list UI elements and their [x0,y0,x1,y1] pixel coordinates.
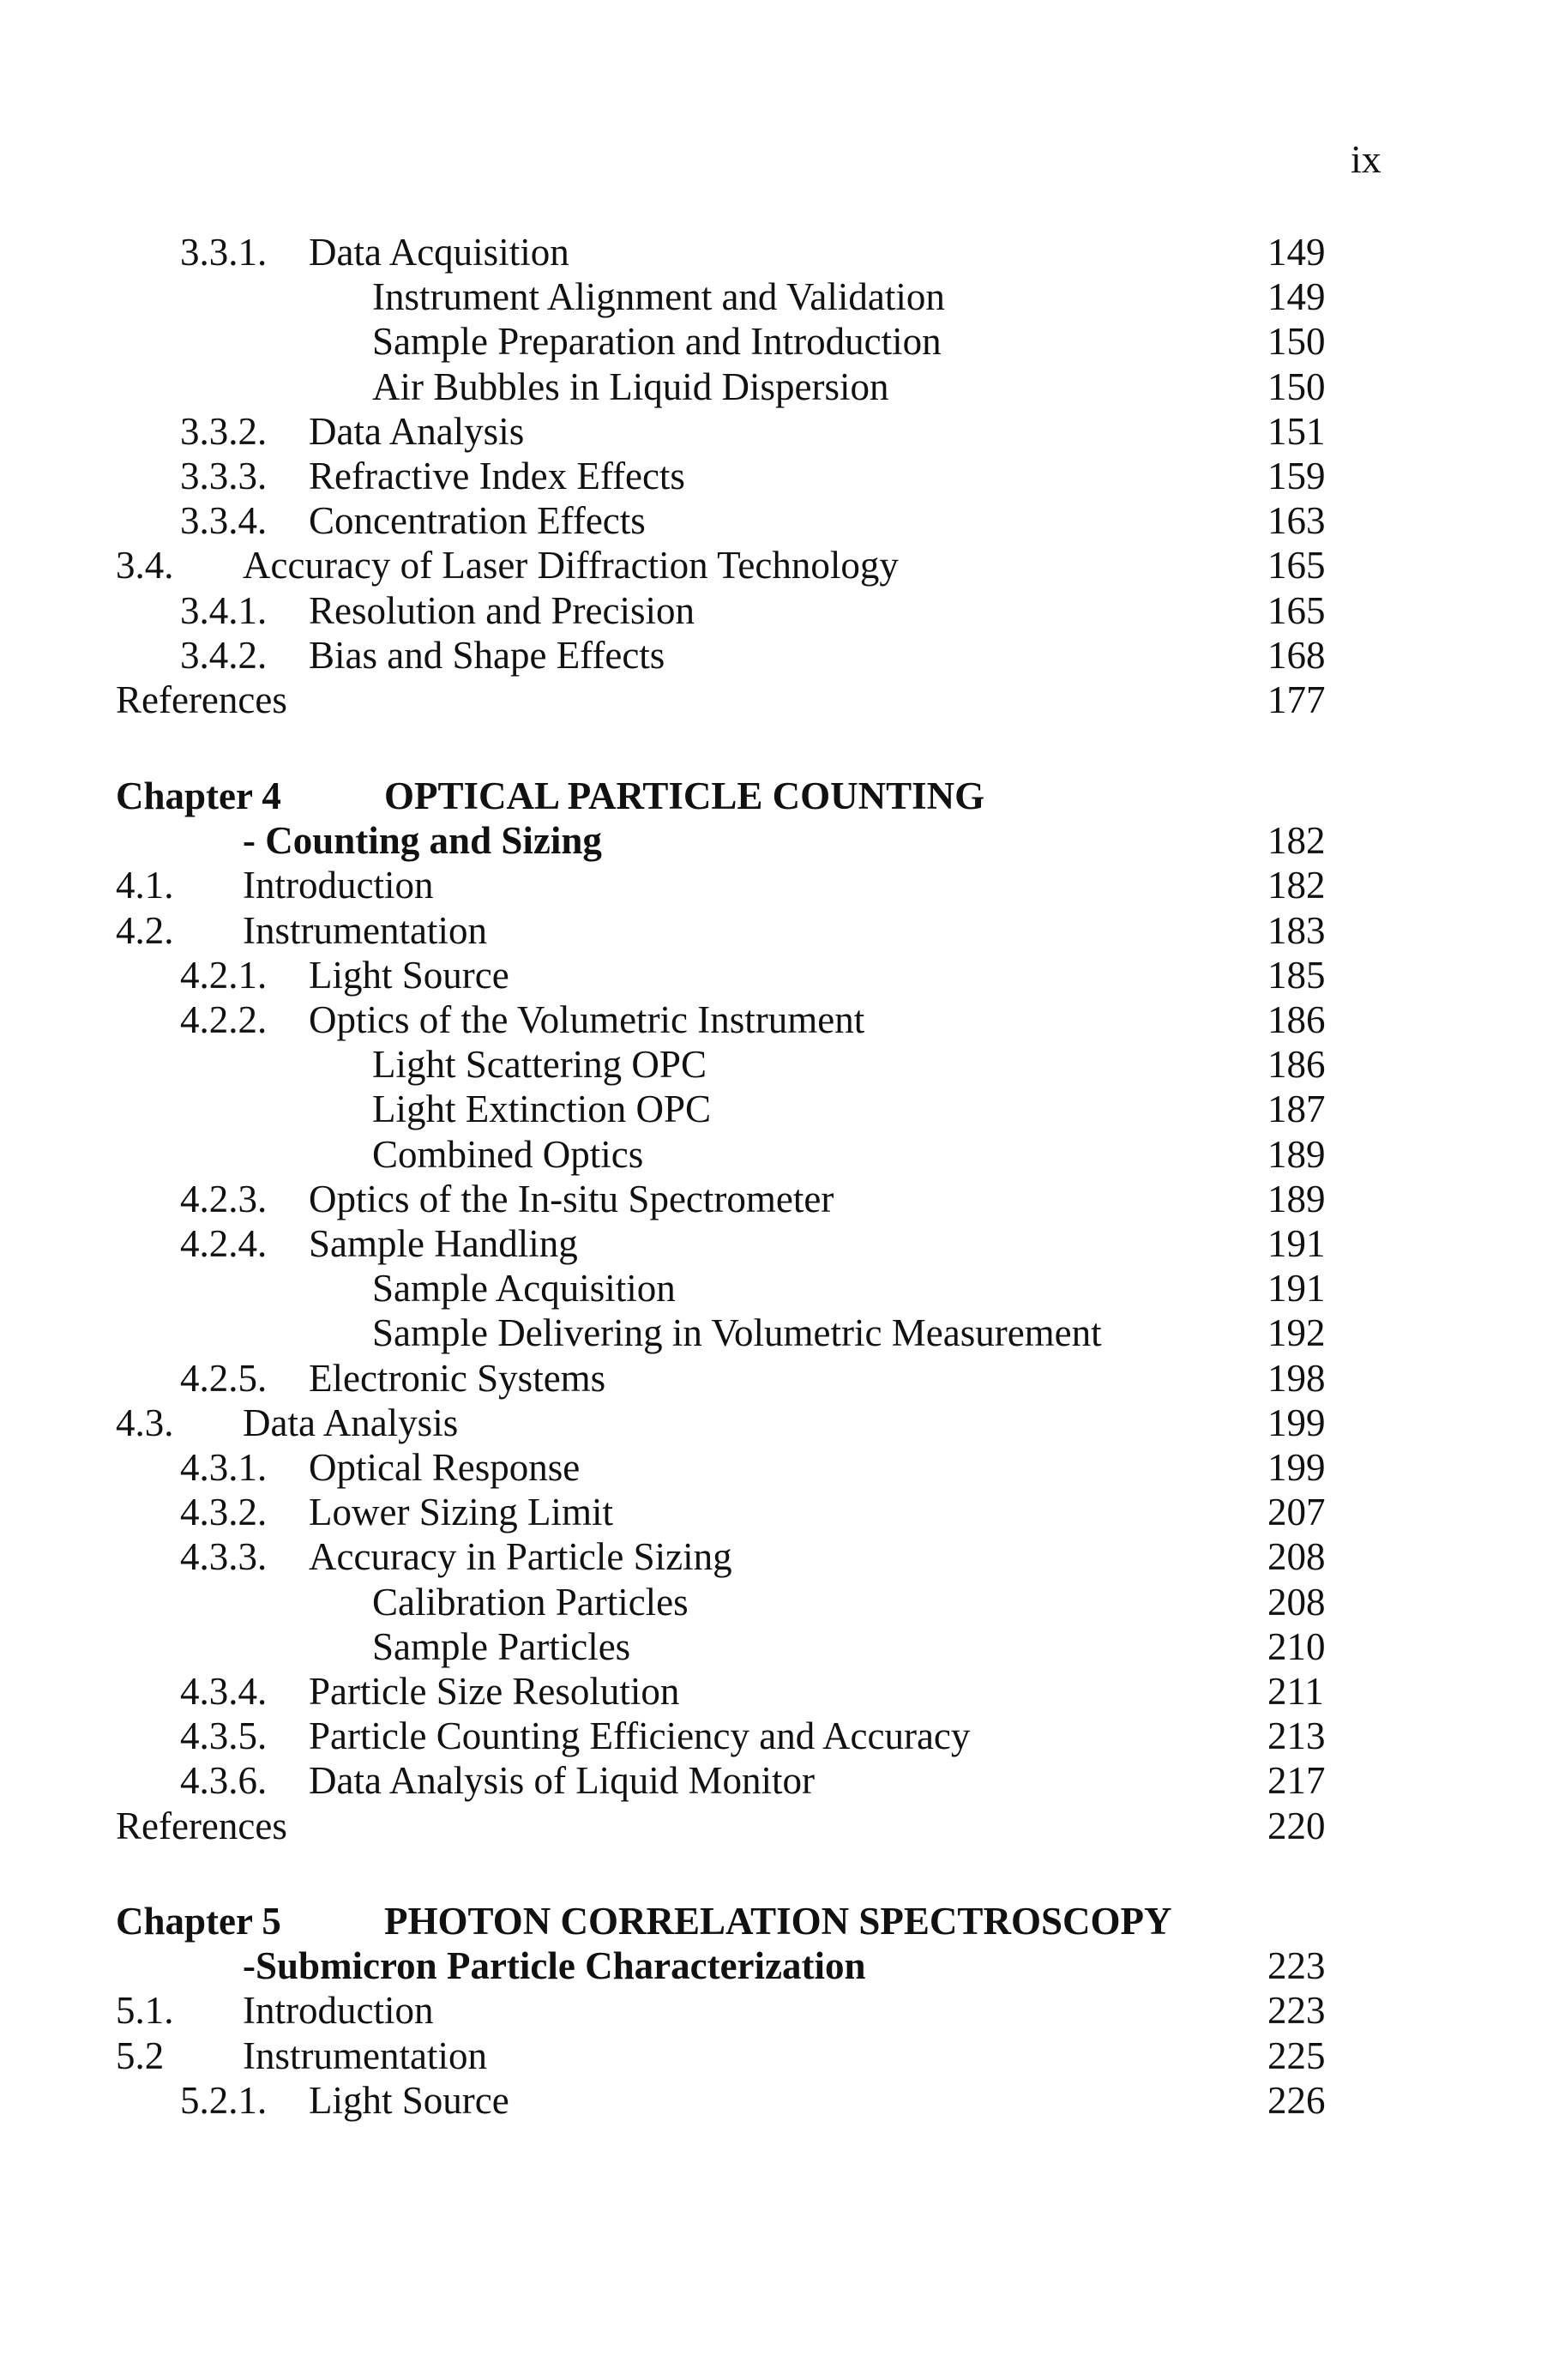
section-number: 3.4.1. [180,588,268,632]
chapter-heading [0,774,1541,818]
section-number: 4.3.2. [180,1491,268,1534]
entry-title: Refractive Index Effects [309,455,685,497]
toc-entry [0,1356,1541,1401]
toc-entry [0,319,1541,364]
toc-entry [0,1758,1541,1803]
section-number: 3.3.4. [180,499,268,543]
entry-page-number: 183 [1267,908,1326,952]
entry-title: Sample Handling [309,1222,578,1265]
section-number: 4.1. [116,864,174,907]
entry-page-number: 226 [1267,2078,1326,2122]
entry-title: Light Scattering OPC [372,1043,707,1087]
entry-title: Particle Counting Efficiency and Accuracy [309,1714,971,1758]
entry-title: Lower Sizing Limit [309,1491,613,1534]
entry-page-number: 149 [1267,231,1326,274]
toc-entry [0,633,1541,678]
toc-entry [0,1177,1541,1221]
section-number: 3.3.1. [180,231,268,274]
entry-page-number: 217 [1267,1759,1326,1803]
section-number: 3.4. [116,544,174,587]
toc-entry [0,997,1541,1042]
entry-title: Optics of the In-situ Spectrometer [309,1177,834,1220]
toc-entry [0,1042,1541,1087]
toc-entry [0,1401,1541,1445]
entry-page-number: 211 [1267,1670,1324,1713]
entry-page-number: 210 [1267,1624,1326,1668]
entry-page-number: 189 [1267,1177,1326,1220]
entry-page-number: 182 [1267,864,1326,907]
entry-page-number: 192 [1267,1311,1326,1355]
entry-title: Introduction [243,1989,434,2033]
entry-page-number: 223 [1267,1944,1326,1988]
entry-page-number: 150 [1267,320,1326,364]
entry-page-number: 187 [1267,1088,1326,1131]
section-number: 4.3.6. [180,1759,268,1803]
entry-title: Calibration Particles [372,1580,689,1624]
toc-entry [0,953,1541,997]
section-number: 4.3. [116,1401,174,1444]
entry-page-number: 220 [1267,1804,1326,1847]
section-number: 3.3.3. [180,455,268,497]
toc-entry [0,908,1541,953]
entry-page-number: 186 [1267,1043,1326,1087]
entry-title: Instrument Alignment and Validation [372,275,945,319]
entry-title: Concentration Effects [309,499,646,543]
chapter-heading [0,1899,1541,1943]
section-number: 4.2.2. [180,998,268,1041]
section-number: 5.1. [116,1989,174,2033]
entry-page-number: 168 [1267,633,1326,677]
entry-page-number: 186 [1267,998,1326,1041]
entry-page-number: 159 [1267,455,1326,497]
entry-title: References [116,1804,287,1847]
chapter-title: OPTICAL PARTICLE COUNTING [384,774,985,817]
entry-page-number: 182 [1267,819,1326,863]
toc-entry [0,1624,1541,1669]
chapter-label: Chapter 4 [116,774,281,817]
entry-page-number: 225 [1267,2034,1326,2077]
toc-entry [0,1490,1541,1534]
section-number: 4.3.5. [180,1714,268,1758]
entry-title: Sample Particles [372,1624,631,1668]
entry-title: Electronic Systems [309,1356,606,1400]
entry-title: Air Bubbles in Liquid Dispersion [372,365,889,408]
toc-entry [0,1087,1541,1131]
entry-title: Data Analysis of Liquid Monitor [309,1759,815,1803]
entry-title: Instrumentation [243,908,487,952]
entry-page-number: 208 [1267,1535,1326,1579]
toc-entry [0,2034,1541,2078]
entry-page-number: 191 [1267,1222,1326,1265]
entry-page-number: 198 [1267,1356,1326,1400]
chapter-title: PHOTON CORRELATION SPECTROSCOPY [384,1900,1172,1943]
entry-page-number: 165 [1267,588,1326,632]
entry-title: Sample Delivering in Volumetric Measurement [372,1311,1102,1355]
entry-title: Data Analysis [309,409,525,453]
entry-title: Sample Acquisition [372,1267,676,1311]
entry-title: Resolution and Precision [309,588,695,632]
chapter-subtitle-line [0,1943,1541,1988]
toc-entry [0,1221,1541,1266]
entry-page-number: 213 [1267,1714,1326,1758]
toc-entry [0,1714,1541,1758]
section-number: 4.2.3. [180,1177,268,1220]
toc-entry [0,365,1541,409]
entry-title: Light Extinction OPC [372,1088,712,1131]
toc-entry [0,863,1541,907]
section-number: 3.4.2. [180,633,268,677]
toc-entry [0,1580,1541,1624]
chapter-subtitle: - Counting and Sizing [243,819,602,863]
entry-title: Combined Optics [372,1132,644,1176]
entry-page-number: 177 [1267,678,1326,721]
entry-title: Instrumentation [243,2034,487,2077]
entry-title: Introduction [243,864,434,907]
toc-entry [0,409,1541,454]
entry-page-number: 165 [1267,544,1326,587]
entry-title: Optics of the Volumetric Instrument [309,998,865,1041]
toc-entry [0,1311,1541,1355]
toc-entry [0,678,1541,722]
entry-title: Accuracy of Laser Diffraction Technology [243,544,899,587]
toc-entry [0,1266,1541,1311]
chapter-label: Chapter 5 [116,1900,281,1943]
section-number: 4.3.3. [180,1535,268,1579]
entry-title: Light Source [309,2078,509,2122]
page-number: ix [1351,137,1381,181]
toc-entry [0,1445,1541,1490]
entry-page-number: 199 [1267,1446,1326,1489]
section-number: 5.2 [116,2034,165,2077]
toc-entry [0,1988,1541,2033]
entry-page-number: 207 [1267,1491,1326,1534]
entry-title: Particle Size Resolution [309,1670,680,1713]
entry-page-number: 191 [1267,1267,1326,1311]
entry-page-number: 150 [1267,365,1326,408]
entry-page-number: 149 [1267,275,1326,319]
toc-entry [0,230,1541,274]
entry-title: Accuracy in Particle Sizing [309,1535,732,1579]
section-number: 3.3.2. [180,409,268,453]
section-number: 5.2.1. [180,2078,268,2122]
entry-page-number: 189 [1267,1132,1326,1176]
toc-entry [0,588,1541,633]
toc-entry [0,1534,1541,1579]
section-number: 4.2.5. [180,1356,268,1400]
section-number: 4.3.1. [180,1446,268,1489]
entry-page-number: 199 [1267,1401,1326,1444]
toc-entry [0,2078,1541,2123]
entry-page-number: 151 [1267,409,1326,453]
entry-page-number: 163 [1267,499,1326,543]
chapter-subtitle: -Submicron Particle Characterization [243,1944,866,1988]
toc-entry [0,1669,1541,1714]
section-number: 4.2.4. [180,1222,268,1265]
toc-entry [0,498,1541,543]
entry-title: Data Acquisition [309,231,569,274]
section-number: 4.2. [116,908,174,952]
entry-title: Bias and Shape Effects [309,633,665,677]
toc-entry [0,454,1541,498]
entry-title: Light Source [309,953,509,997]
entry-title: Sample Preparation and Introduction [372,320,942,364]
section-number: 4.2.1. [180,953,268,997]
toc-entry [0,543,1541,587]
toc-entry [0,274,1541,319]
entry-page-number: 223 [1267,1989,1326,2033]
section-number: 4.3.4. [180,1670,268,1713]
toc-entry [0,1804,1541,1848]
entry-title: Data Analysis [243,1401,459,1444]
entry-title: References [116,678,287,721]
entry-title: Optical Response [309,1446,581,1489]
toc-entry [0,1132,1541,1177]
entry-page-number: 208 [1267,1580,1326,1624]
entry-page-number: 185 [1267,953,1326,997]
chapter-subtitle-line [0,818,1541,863]
